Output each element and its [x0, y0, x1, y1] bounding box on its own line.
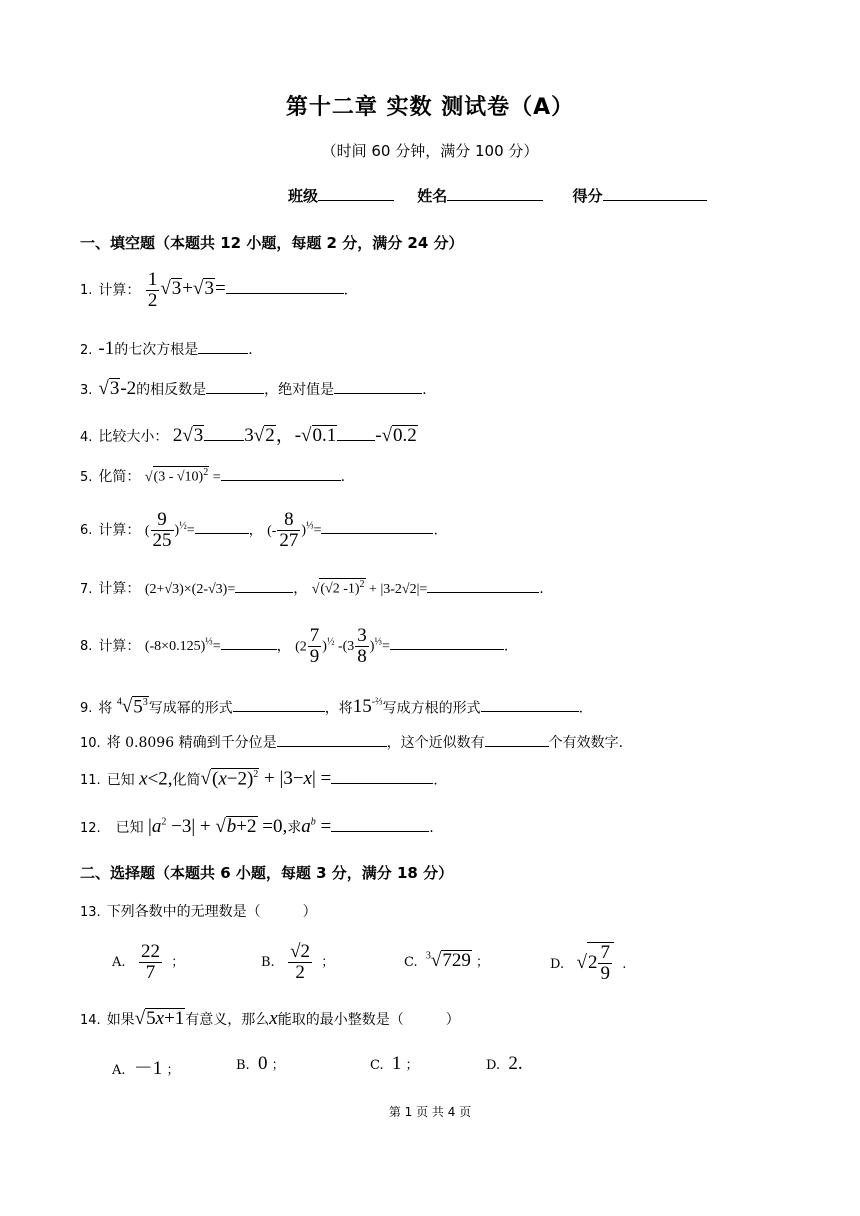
answer-blank-8b[interactable]: [390, 637, 504, 650]
answer-blank-7b[interactable]: [427, 580, 539, 593]
name-blank[interactable]: [447, 186, 543, 201]
question-9: 9. 将 $^4√5^3$写成幂的形式 ，将$15^{-\frac{2}{3}}$写成方根的形式 .: [80, 696, 584, 718]
answer-blank-12[interactable]: [331, 819, 429, 832]
question-3: 3. √3-2的相反数是 ，绝对值是 .: [80, 378, 427, 399]
question-4: 4. 比较大小： 2√3 3√2，-√0.1 -√0.2: [80, 425, 417, 446]
question-10: 10. 将 0.8096 精确到千分位是 ，这个近似数有 个有效数字.: [80, 735, 624, 751]
score-label: 得分: [572, 187, 603, 205]
question-1: 1. 计算： $\frac{1}{2}$ √3+√3= .: [80, 269, 349, 311]
answer-blank-3b[interactable]: [334, 381, 422, 394]
score-blank[interactable]: [603, 186, 707, 201]
q13-option-c[interactable]: C. $^3$√729 ；: [404, 950, 489, 971]
question-6: 6. 计算： ( $\frac{9}{25}$ )$^{\frac{1}{2}}$= ， (- $\frac{8}{27}$ )$^{\frac{1}{3}}$= .: [80, 509, 438, 551]
question-8: 8. 计算： $(-8\times 0.125)^{\frac{1}{3}}=$ ， (2 $\frac{7}{9}$ )$^{\frac{1}{2}}$ -(3 $\frac{3}{8}$ )$^{\frac{1}{3}}$= .: [80, 625, 509, 667]
answer-blank-5[interactable]: [221, 468, 341, 481]
question-14: 14. 如果√5x+1有意义，那么x能取的最小整数是（ ）: [80, 1008, 460, 1029]
q14-option-d[interactable]: D. 2.: [486, 1053, 523, 1074]
exam-subtitle: （时间 60 分钟，满分 100 分）: [321, 142, 539, 160]
question-11: 11. 已知 x<2,化简$√(x-2)^2 + |3-x|$ = .: [80, 768, 438, 790]
class-label: 班级: [288, 187, 319, 205]
name-label: 姓名: [417, 187, 448, 205]
page-footer: 第 1 页 共 4 页: [388, 1105, 472, 1119]
answer-blank-4b[interactable]: [337, 428, 375, 441]
question-13: 13. 下列各数中的无理数是（ ）: [80, 904, 317, 920]
answer-blank-3a[interactable]: [206, 381, 264, 394]
question-7: 7. 计算： (2+√3)×(2-√3)= ， √(√2 -1)$^2$ + |3-2√2|= .: [80, 579, 544, 597]
class-blank[interactable]: [318, 186, 394, 201]
answer-blank-1[interactable]: [226, 281, 344, 294]
answer-blank-7a[interactable]: [235, 580, 293, 593]
answer-blank-9b[interactable]: [481, 699, 579, 712]
answer-blank-2[interactable]: [198, 341, 248, 354]
q13-option-a[interactable]: A. $\frac{22}{7}$ ；: [112, 941, 185, 983]
question-5: 5. 化简： √(3 - √10)$^2$ = .: [80, 467, 346, 485]
answer-blank-8a[interactable]: [221, 637, 277, 650]
q13-option-b[interactable]: B. $\frac{√2}{2}$ ；: [261, 941, 335, 983]
section-choice-title: 二、选择题（本题共 6 小题，每题 3 分，满分 18 分）: [80, 864, 454, 882]
student-info-line: [288, 185, 707, 206]
q14-option-b[interactable]: B. 0 ；: [236, 1053, 285, 1074]
q14-option-c[interactable]: C. 1 ；: [370, 1053, 419, 1074]
answer-blank-6a[interactable]: [195, 521, 249, 534]
question-12: 12. 已知 $|a^2 -3| + √b+2 =0$,求$a^b$ = .: [80, 816, 434, 837]
answer-blank-4a[interactable]: [204, 428, 244, 441]
section-fill-in-title: 一、填空题（本题共 12 小题，每题 2 分，满分 24 分）: [80, 234, 464, 252]
answer-blank-9a[interactable]: [233, 699, 325, 712]
answer-blank-6b[interactable]: [321, 521, 433, 534]
answer-blank-10b[interactable]: [485, 734, 549, 747]
page-title: 第十二章 实数 测试卷（A）: [285, 95, 575, 120]
q13-option-d[interactable]: D. √2 $\frac{7}{9}$ .: [550, 942, 627, 984]
question-2: 2. -1的七次方根是 .: [80, 338, 253, 359]
answer-blank-11[interactable]: [331, 771, 433, 784]
answer-blank-10a[interactable]: [277, 734, 387, 747]
q14-option-a[interactable]: A. －1 ；: [112, 1058, 180, 1079]
